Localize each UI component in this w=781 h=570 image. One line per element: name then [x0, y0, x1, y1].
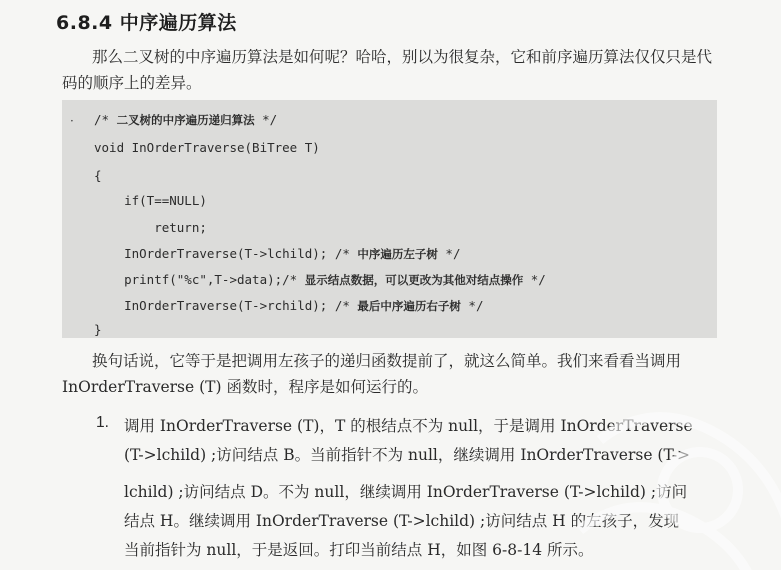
list-line-1: 调用 InOrderTraverse (T)，T 的根结点不为 null，于是调用 InOrderTraverse: [124, 417, 693, 435]
code-block: [62, 100, 717, 338]
code-line-2: void InOrderTraverse(BiTree T): [94, 140, 320, 155]
list-line-3: lchild) ;访问结点 D。不为 null，继续调用 InOrderTraverse (T->lchild) ;访问: [124, 483, 688, 501]
list-line-2: (T->lchild) ;访问结点 B。当前指针不为 null，继续调用 InOrderTraverse (T->: [124, 446, 691, 464]
explain-paragraph: 换句话说，它等于是把调用左孩子的递归函数提前了，就这么简单。我们来看看当调用 InOrderTraverse (T) 函数时，程序是如何运行的。: [62, 352, 682, 396]
list-line-4: 结点 H。继续调用 InOrderTraverse (T->lchild) ;访问结点 H 的左孩子，发现: [124, 512, 680, 530]
list-number: 1.: [96, 414, 109, 431]
intro-paragraph: 那么二叉树的中序遍历算法是如何呢？哈哈，别以为很复杂，它和前序遍历算法仅仅只是代码的顺序上的差异。: [62, 48, 713, 92]
section-heading: 6.8.4 中序遍历算法: [56, 12, 237, 34]
code-line-3: {: [94, 168, 102, 183]
code-line-1: /* 二叉树的中序遍历递归算法 */: [94, 112, 278, 127]
code-line-4: if(T==NULL): [94, 193, 207, 208]
code-line-7: printf("%c",T->data);/* 显示结点数据，可以更改为其他对结点操作 */: [94, 272, 546, 287]
margin-dot: ·: [70, 114, 74, 128]
code-line-6: InOrderTraverse(T->lchild); /* 中序遍历左子树 */: [94, 246, 461, 261]
code-line-8: InOrderTraverse(T->rchild); /* 最后中序遍历右子树 */: [94, 298, 484, 313]
list-line-5: 当前指针为 null，于是返回。打印当前结点 H，如图 6-8-14 所示。: [124, 541, 594, 559]
code-line-9: }: [94, 322, 102, 337]
code-line-5: return;: [94, 220, 207, 235]
